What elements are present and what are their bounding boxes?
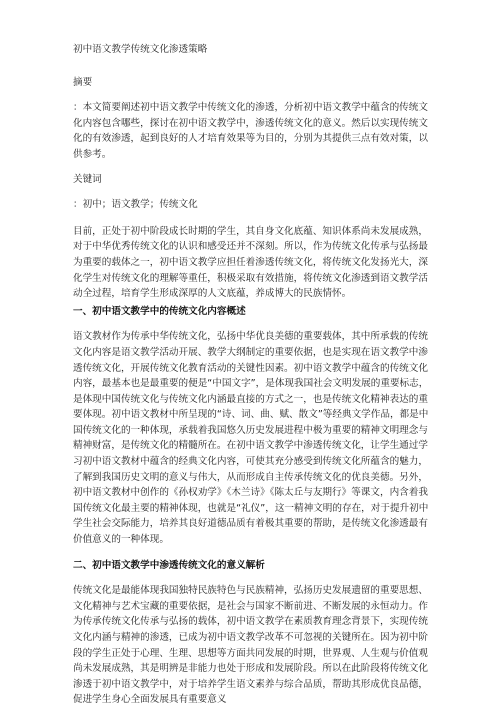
- section-1-paragraph: 语文教材作为传承中华传统文化，弘扬中华优良美德的重要载体，其中所承载的传统文化内容是语文教学活动开展、教学大纲制定的重要依据，也是实现在语文教学中渗透传统文化，开展传统文化教育活动的关键性因素。初中语文教学中蕴含的传统文化内容，最基本也是最重要的便是“中国文字”，是体现我国社会文明发展的重要标志，是体现中国传统文化与传统文化内涵最直接的方式之一，也是传统文化精神表达的重要体现。初中语文教材中所呈现的“诗、词、曲、赋、散文”等经典文学作品，都是中国传统文化的一种体现，承载着我国悠久历史发展进程中极为重要的精神文明理念与精神财富，是传统文化的精髓所在。在初中语文教学中渗透传统文化，让学生通过学习初中语文教材中蕴含的经典文化内容，可使其充分感受到传统文化所蕴含的魅力，了解到我国历史文明的意义与伟大，从而形成自主传承传统文化的优良美德。另外，初中语文教材中创作的《孙权劝学》《木兰诗》《陈太丘与友期行》等课文，内含着我国传统文化最主要的精神体现，也就是“礼仪”，这一精神文明的存在，对于提升初中学生社会交际能力，培养其良好道德品质有着极其重要的帮助，是传统文化渗透最有价值意义的一种体现。: [73, 331, 429, 546]
- section-1-heading: 一、初中语文教学中的传统文化内容概述: [73, 305, 246, 317]
- section-2-heading: 二、初中语文教学中渗透传统文化的意义解析: [73, 559, 265, 571]
- document-title: 初中语文教学传统文化渗透策略: [73, 44, 208, 55]
- keywords-heading: 关键词: [73, 173, 102, 185]
- document-body: [0, 42, 500, 708]
- section-2-paragraph: 传统文化是最能体现我国独特民族特色与民族精神，弘扬历史发展遗留的重要思想、文化精神与艺术宝藏的重要依据，是社会与国家不断前进、不断发展的永恒动力。作为传承传统文化传承与弘扬的载体，初中语文教学在素质教育理念背景下，实现传统文化内涵与精神的渗透，已成为初中语文教学改革不可忽视的关键所在。因为初中阶段的学生正处于心理、生理、思想等方面共同发展的时期，世界观、人生观与价值观尚未发展成熟，其是明辨是非能力也处于形成和发展阶段。所以在此阶段将传统文化渗透于初中语文教学中，对于培养学生语文素养与综合品质，帮助其形成优良品德，促进学生身心全面发展具有重要意义: [73, 585, 428, 706]
- abstract-text: ：本文简要阐述初中语文教学中传统文化的渗透，分析初中语文教学中蕴含的传统文化内容包含哪些，探讨在初中语文教学中，渗透传统文化的意义。然后以实现传统文化的有效渗透，起到良好的人才培育效果等为目的，分别为其提供三点有效对策，以供参考。: [73, 102, 428, 160]
- abstract-heading: 摘要: [73, 76, 93, 88]
- intro-paragraph: 目前，正处于初中阶段成长时期的学生，其自身文化底蕴、知识体系尚未发展成熟，对于中华优秀传统文化的认识和感受还并不深刻。所以，作为传统文化传承与弘扬最为重要的载体之一，初中语文教学应担任着渗透传统文化，将传统文化发扬光大，深化学生对传统文化的理解等重任，积极采取有效措施，将传统文化渗透到语文教学活动全过程，培育学生形成深厚的人文底蕴，养成博大的民族情怀。: [73, 225, 428, 300]
- keywords-text: ：初中；语文教学；传统文化: [73, 199, 198, 211]
